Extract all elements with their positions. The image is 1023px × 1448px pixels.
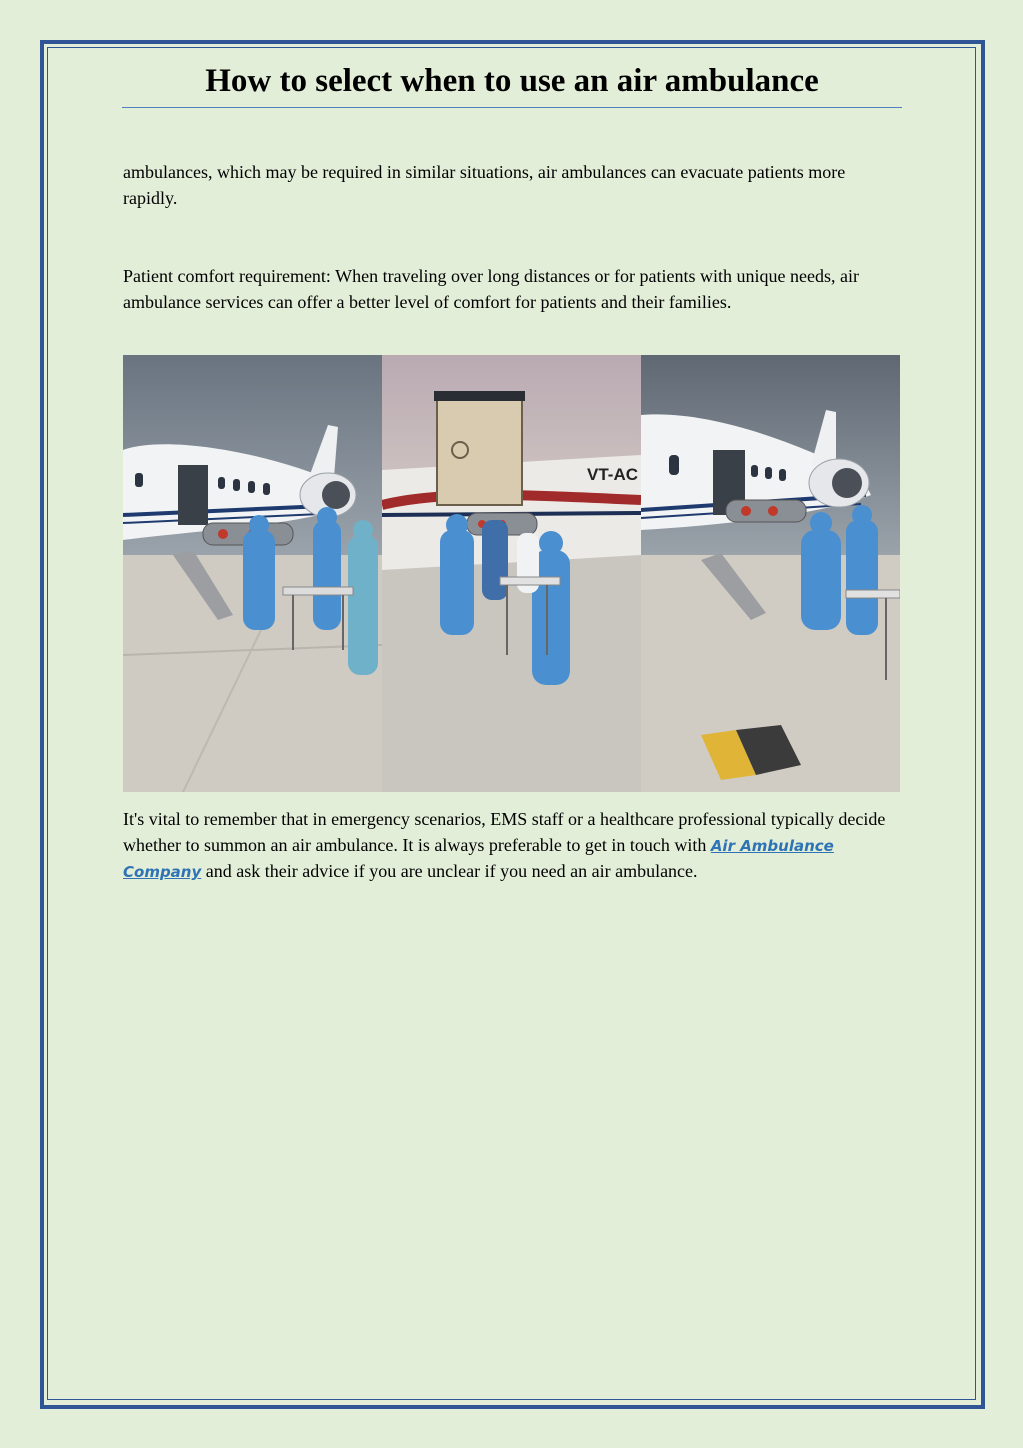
air-ambulance-photo-collage [123,355,900,792]
photo-panel-right [641,355,900,792]
paragraph-closing [123,807,903,886]
aircraft-registration: VT-AC [587,465,638,484]
photo-panel-left [123,355,382,792]
title-underline [122,107,902,108]
page-title: How to select when to use an air ambulance [205,63,819,99]
paragraph-comfort: Patient comfort requirement: When traveling over long distances or for patients with unique needs, air ambulance services can offer a better level of comfort for patients and their families. [123,266,859,312]
photo-panel-center [382,355,641,792]
paragraph-evacuate: ambulances, which may be required in similar situations, air ambulances can evacuate patients more rapidly. [123,162,846,208]
closing-text-before: It's vital to remember that in emergency scenarios, EMS staff or a healthcare professional typically decide whether to summon an air ambulance. It is always preferable to get in touch with [123,809,886,855]
closing-text-after: and ask their advice if you are unclear if you need an air ambulance. [201,861,698,881]
air-ambulance-company-link[interactable]: Air Ambulance Company [123,836,834,881]
